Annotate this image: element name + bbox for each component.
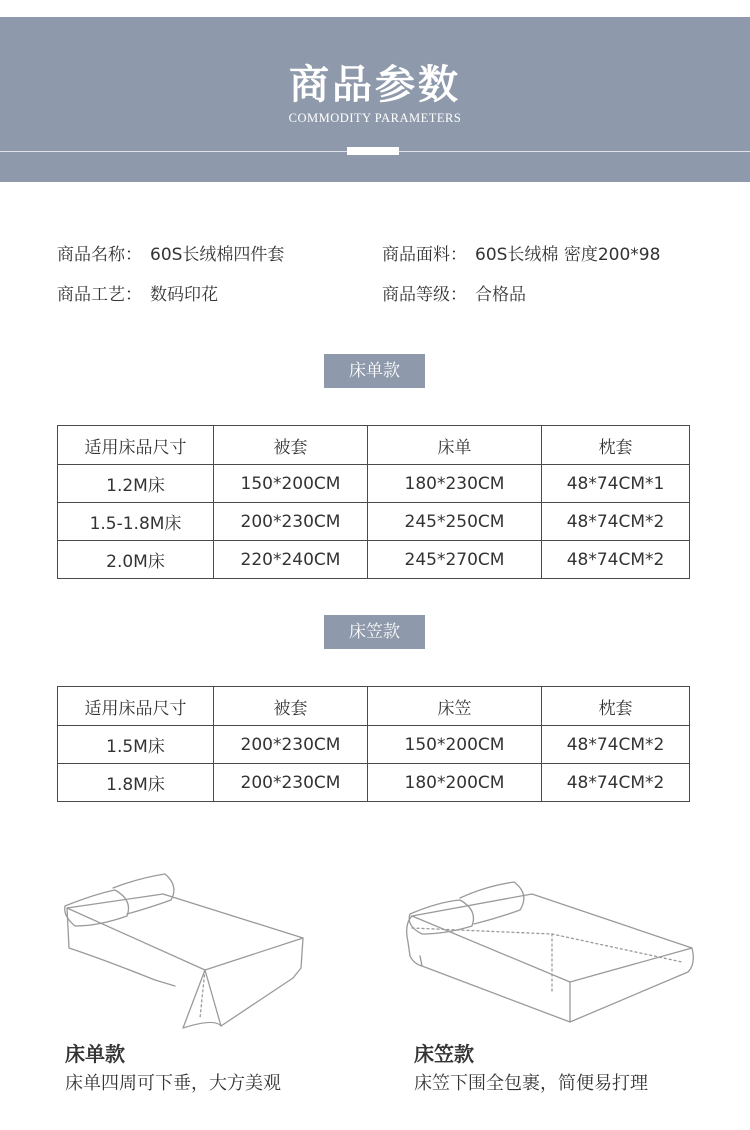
table-cell: 245*250CM [368, 503, 542, 541]
fitted-sheet-table [57, 686, 690, 802]
header-accent-bar [347, 147, 399, 155]
table-cell: 180*200CM [368, 764, 542, 802]
table-cell: 200*230CM [214, 764, 368, 802]
table-row [58, 503, 690, 541]
flat-sheet-caption-title: 床单款 [65, 1042, 125, 1066]
param-craft-label: 商品工艺： [57, 285, 142, 305]
table-cell: 48*74CM*2 [542, 726, 690, 764]
table-cell: 2.0M床 [58, 541, 214, 579]
header-banner [0, 17, 750, 182]
table-cell: 200*230CM [214, 503, 368, 541]
column-header: 床笠 [368, 687, 542, 726]
param-grade-value: 合格品 [475, 285, 526, 305]
table-row [58, 465, 690, 503]
fitted-sheet-caption-desc: 床笠下围全包裹，简便易打理 [414, 1073, 648, 1094]
column-header: 被套 [214, 687, 368, 726]
fitted-sheet-tag: 床笠款 [324, 615, 425, 649]
flat-sheet-caption-desc: 床单四周可下垂，大方美观 [65, 1073, 281, 1094]
table-cell: 180*230CM [368, 465, 542, 503]
table-row [58, 764, 690, 802]
param-fabric-value: 60S长绒棉 密度200*98 [475, 245, 661, 265]
param-fabric [382, 243, 660, 267]
table-row [58, 726, 690, 764]
column-header: 被套 [214, 426, 368, 465]
flat-sheet-table [57, 425, 690, 579]
table-cell: 245*270CM [368, 541, 542, 579]
param-name-label: 商品名称： [57, 245, 142, 265]
table-cell: 1.5M床 [58, 726, 214, 764]
param-name-value: 60S长绒棉四件套 [150, 245, 285, 265]
column-header: 枕套 [542, 687, 690, 726]
table-cell: 150*200CM [214, 465, 368, 503]
table-header-row [58, 687, 690, 726]
table-row [58, 541, 690, 579]
table-cell: 220*240CM [214, 541, 368, 579]
param-fabric-label: 商品面料： [382, 245, 467, 265]
table-cell: 200*230CM [214, 726, 368, 764]
table-cell: 48*74CM*2 [542, 503, 690, 541]
table-cell: 48*74CM*2 [542, 764, 690, 802]
fitted-sheet-bed-icon [402, 872, 702, 1032]
param-name [57, 243, 284, 267]
column-header: 床单 [368, 426, 542, 465]
table-cell: 1.2M床 [58, 465, 214, 503]
param-grade-label: 商品等级： [382, 285, 467, 305]
param-craft-value: 数码印花 [150, 285, 218, 305]
table-header-row [58, 426, 690, 465]
flat-sheet-bed-icon [55, 868, 325, 1040]
column-header: 适用床品尺寸 [58, 426, 214, 465]
table-cell: 1.8M床 [58, 764, 214, 802]
param-grade [382, 283, 526, 307]
column-header: 枕套 [542, 426, 690, 465]
page-title: 商品参数 [289, 61, 461, 108]
page-subtitle: COMMODITY PARAMETERS [288, 111, 462, 125]
table-cell: 48*74CM*2 [542, 541, 690, 579]
table-cell: 150*200CM [368, 726, 542, 764]
table-cell: 1.5-1.8M床 [58, 503, 214, 541]
column-header: 适用床品尺寸 [58, 687, 214, 726]
param-craft [57, 283, 218, 307]
fitted-sheet-caption-title: 床笠款 [414, 1042, 474, 1066]
table-cell: 48*74CM*1 [542, 465, 690, 503]
flat-sheet-tag: 床单款 [324, 354, 425, 388]
